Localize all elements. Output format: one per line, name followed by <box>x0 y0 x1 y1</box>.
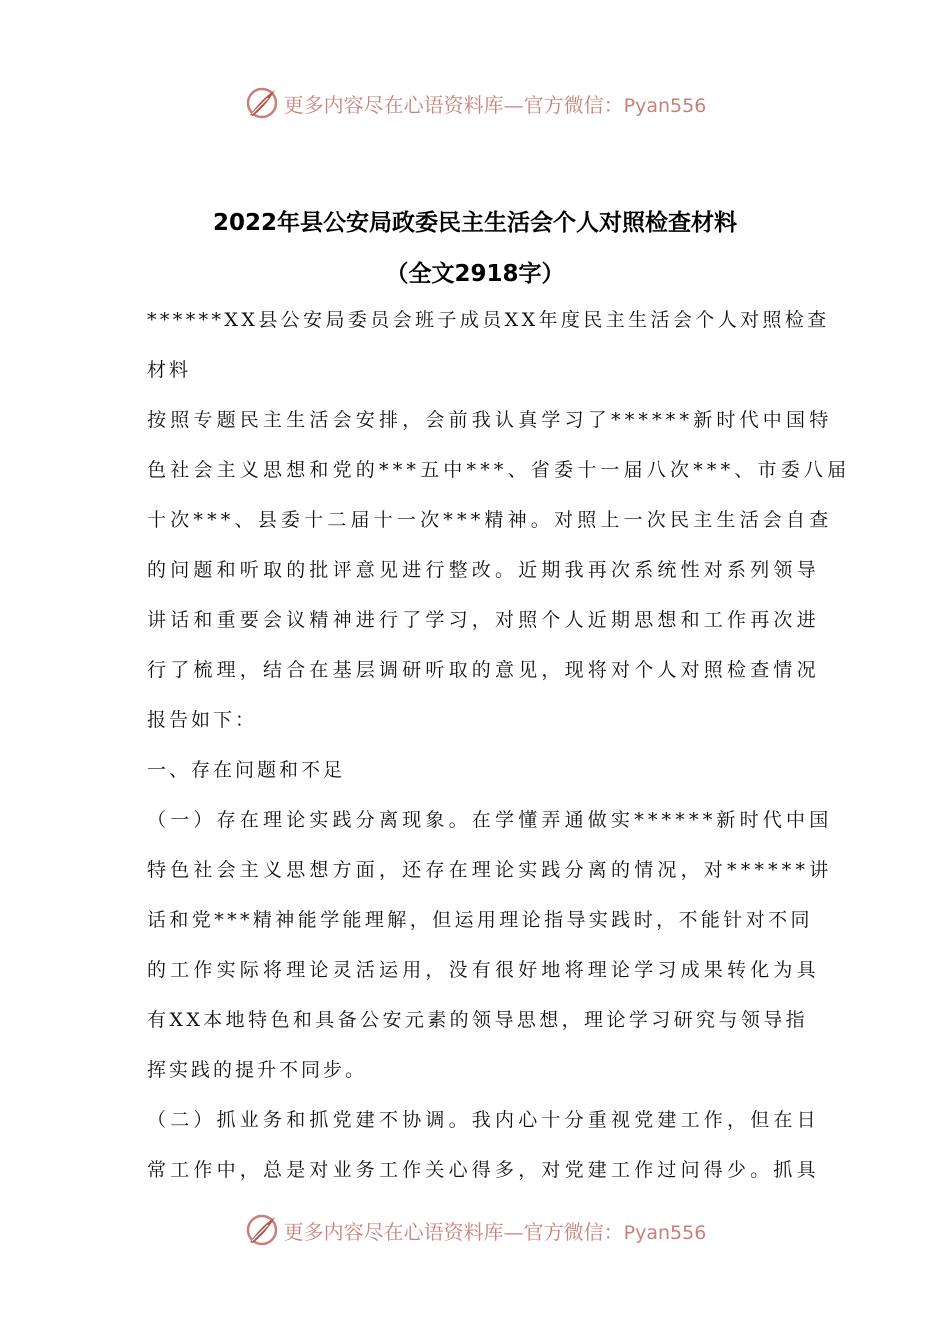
body-line: ******XX县公安局委员会班子成员XX年度民主生活会个人对照检查 <box>147 309 830 331</box>
watermark-footer <box>0 1210 950 1250</box>
body-line: 常工作中，总是对业务工作关心得多，对党建工作过问得少。抓具 <box>147 1159 820 1181</box>
body-line: 的问题和听取的批评意见进行整改。近期我再次系统性对系列领导 <box>147 559 820 581</box>
watermark-text <box>284 89 707 118</box>
quill-logo-icon <box>244 85 280 121</box>
body-line: 报告如下： <box>147 709 258 731</box>
body-line: 的工作实际将理论灵活运用，没有很好地将理论学习成果转化为具 <box>147 959 820 981</box>
body-line: 话和党***精神能学能理解，但运用理论指导实践时，不能针对不同 <box>147 909 813 931</box>
document-title: 2022年县公安局政委民主生活会个人对照检查材料 <box>212 210 737 236</box>
body-line: 色社会主义思想和党的***五中***、省委十一届八次***、市委八届 <box>147 459 851 481</box>
body-line: 挥实践的提升不同步。 <box>147 1059 368 1081</box>
watermark-cn-text: 更多内容尽在心语资料库—官方微信： <box>283 92 624 117</box>
body-line: 十次***、县委十二届十一次***精神。对照上一次民主生活会自查 <box>147 509 833 531</box>
body-line: 行了梳理，结合在基层调研听取的意见，现将对个人对照检查情况 <box>147 659 820 681</box>
section-heading: 一、存在问题和不足 <box>147 759 346 781</box>
quill-logo-icon <box>244 1212 280 1248</box>
document-body <box>147 295 851 1195</box>
watermark-wechat-id: Pyan556 <box>623 1221 707 1244</box>
body-line: 按照专题民主生活会安排，会前我认真学习了******新时代中国特 <box>147 409 833 431</box>
document-subtitle: （全文2918字） <box>385 261 565 287</box>
watermark-wechat-id: Pyan556 <box>623 94 707 117</box>
body-line: 有XX本地特色和具备公安元素的领导思想，理论学习研究与领导指 <box>147 1009 809 1031</box>
body-line: （一）存在理论实践分离现象。在学懂弄通做实******新时代中国 <box>147 809 833 831</box>
body-line: 材料 <box>147 359 192 381</box>
watermark-cn-text: 更多内容尽在心语资料库—官方微信： <box>283 1219 624 1244</box>
watermark-text <box>284 1216 707 1245</box>
body-line: （二）抓业务和抓党建不协调。我内心十分重视党建工作，但在日 <box>147 1109 820 1131</box>
watermark-header <box>0 83 950 123</box>
body-line: 特色社会主义思想方面，还存在理论实践分离的情况，对******讲 <box>147 859 833 881</box>
body-line: 讲话和重要会议精神进行了学习，对照个人近期思想和工作再次进 <box>147 609 820 631</box>
